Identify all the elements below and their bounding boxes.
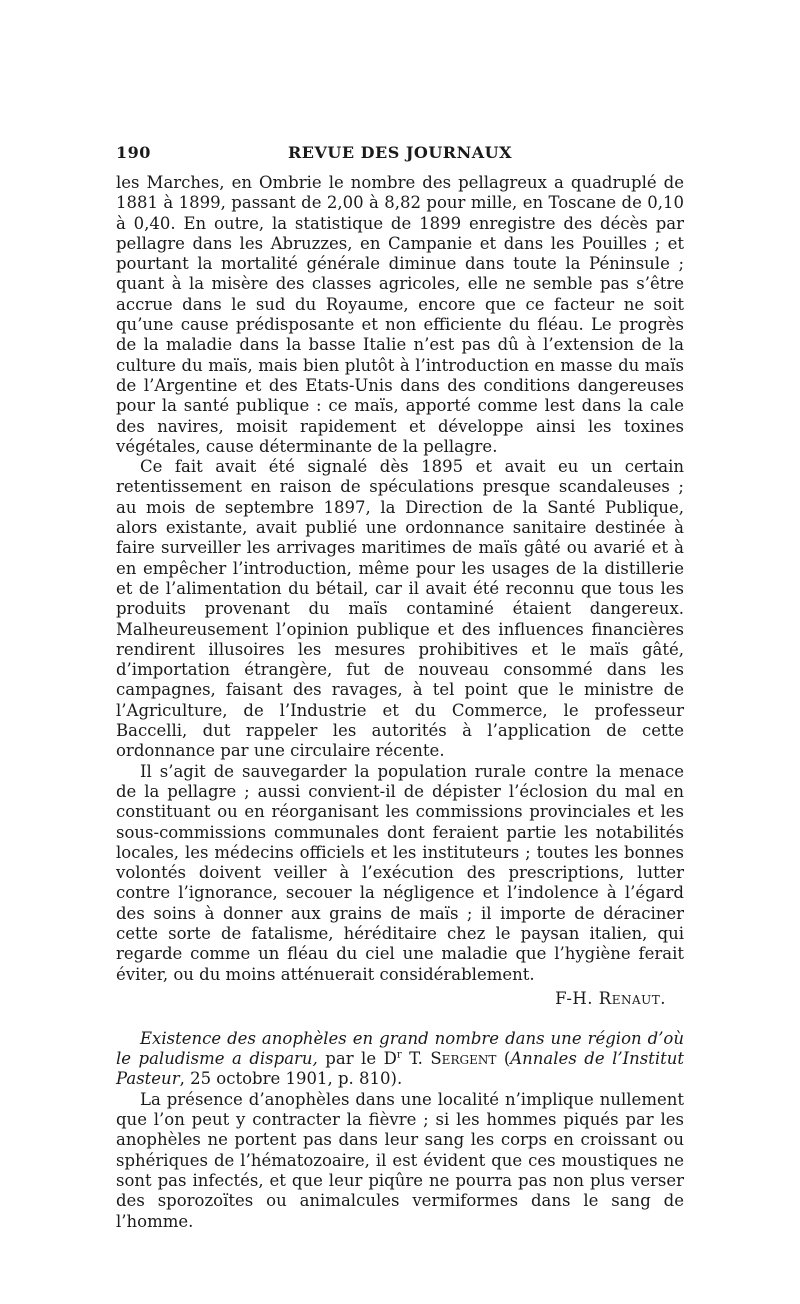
running-head: REVUE DES JOURNAUX bbox=[288, 143, 512, 162]
article1-paragraph-2: Ce fait avait été signalé dès 1895 et avait eu un certain retentissement en raison de spéculations presque scandaleuses ; au mois de septembre 1897, la Direction de la Santé Publique, alors existante, avait publié une ordonnance sanitaire destinée à faire surveiller les arrivages maritimes de maïs gâté ou avarié et à en empêcher l’introduction, même pour les usages de la distillerie et de l’alimentation du bétail, car il avait été reconnu que tous les produits provenant du maïs contaminé étaient dangereux. Malheureusement l’opinion publique et des influences financières rendirent illusoires les mesures prohibitives et le maïs gâté, d’importation étrangère, fut de nouveau consommé dans les campagnes, faisant des ravages, à tel point que le ministre de l’Agriculture, de l’Industrie et du Commerce, le professeur Baccelli, dut rappeler les autorités à l’application de cette ordonnance par une circulaire récente. bbox=[116, 457, 684, 761]
author-signature bbox=[116, 987, 684, 1011]
article2-title: Existence des anophèles en grand nombre dans une région d’où le paludisme a disparu, bbox=[116, 1028, 684, 1069]
page-header bbox=[116, 143, 684, 173]
article2-journal: Annales de l’Institut Pasteur bbox=[116, 1049, 684, 1089]
article2-heading bbox=[116, 1029, 684, 1090]
article2-by: par le D bbox=[317, 1049, 397, 1069]
article2-author: T. Sergent bbox=[401, 1049, 497, 1069]
page-number: 190 bbox=[116, 143, 151, 162]
article2-dr-superscript: r bbox=[396, 1049, 402, 1061]
article1-paragraph-3: Il s’agit de sauvegarder la population rurale contre la menace de la pellagre ; aussi convient-il de dépister l’éclosion du mal en constituant ou en réorganisant les commissions provinciales et les sous-commissions communales dont feraient partie les notabilités locales, les médecins officiels et les instituteurs ; toutes les bonnes volontés doivent veiller à l’exécution des prescriptions, lutter contre l’ignorance, secouer la négligence et l’indolence à l’égard des soins à donner aux grains de maïs ; il importe de déraciner cette sorte de fatalisme, héréditaire chez le paysan italien, qui regarde comme un fléau du ciel une maladie que l’hygiène ferait éviter, ou du moins atténuerait considérablement. bbox=[116, 761, 684, 984]
signature-name: Renaut. bbox=[598, 988, 666, 1008]
article2-citation: , 25 octobre 1901, p. 810). bbox=[179, 1069, 403, 1089]
article1-paragraph-1: les Marches, en Ombrie le nombre des pellagreux a quadruplé de 1881 à 1899, passant de 2,00 à 8,82 pour mille, en Toscane de 0,10 à 0,40. En outre, la statistique de 1899 enregistre des décès par pellagre dans les Abruzzes, en Campanie et dans les Pouilles ; et pourtant la mortalité générale diminue dans toute la Péninsule ; quant à la misère des classes agricoles, elle ne semble pas s’être accrue dans le sud du Royaume, encore que ce facteur ne soit qu’une cause prédisposante et non efficiente du fléau. Le progrès de la maladie dans la basse Italie n’est pas dû à l’extension de la culture du maïs, mais bien plutôt à l’introduction en masse du maïs de l’Argentine et des Etats-Unis dans des conditions dangereuses pour la santé publique : ce maïs, apporté comme lest dans la cale des navires, moisit rapidement et développe ainsi les toxines végétales, cause déterminante de la pellagre. bbox=[116, 173, 684, 456]
signature-initials: F-H. bbox=[555, 988, 599, 1008]
article2-paragraph-1: La présence d’anophèles dans une localité n’implique nullement que l’on peut y contracter la fièvre ; si les hommes piqués par les anophèles ne portent pas dans leur sang les corps en croissant ou sphériques de l’hématozoaire, il est évident que ces moustiques ne sont pas infectés, et que leur piqûre ne pourra pas non plus verser des sporozoïtes ou animalcules vermiformes dans le sang de l’homme. bbox=[116, 1089, 684, 1231]
journal-page bbox=[116, 143, 684, 1232]
article2-open-paren: ( bbox=[496, 1049, 511, 1069]
